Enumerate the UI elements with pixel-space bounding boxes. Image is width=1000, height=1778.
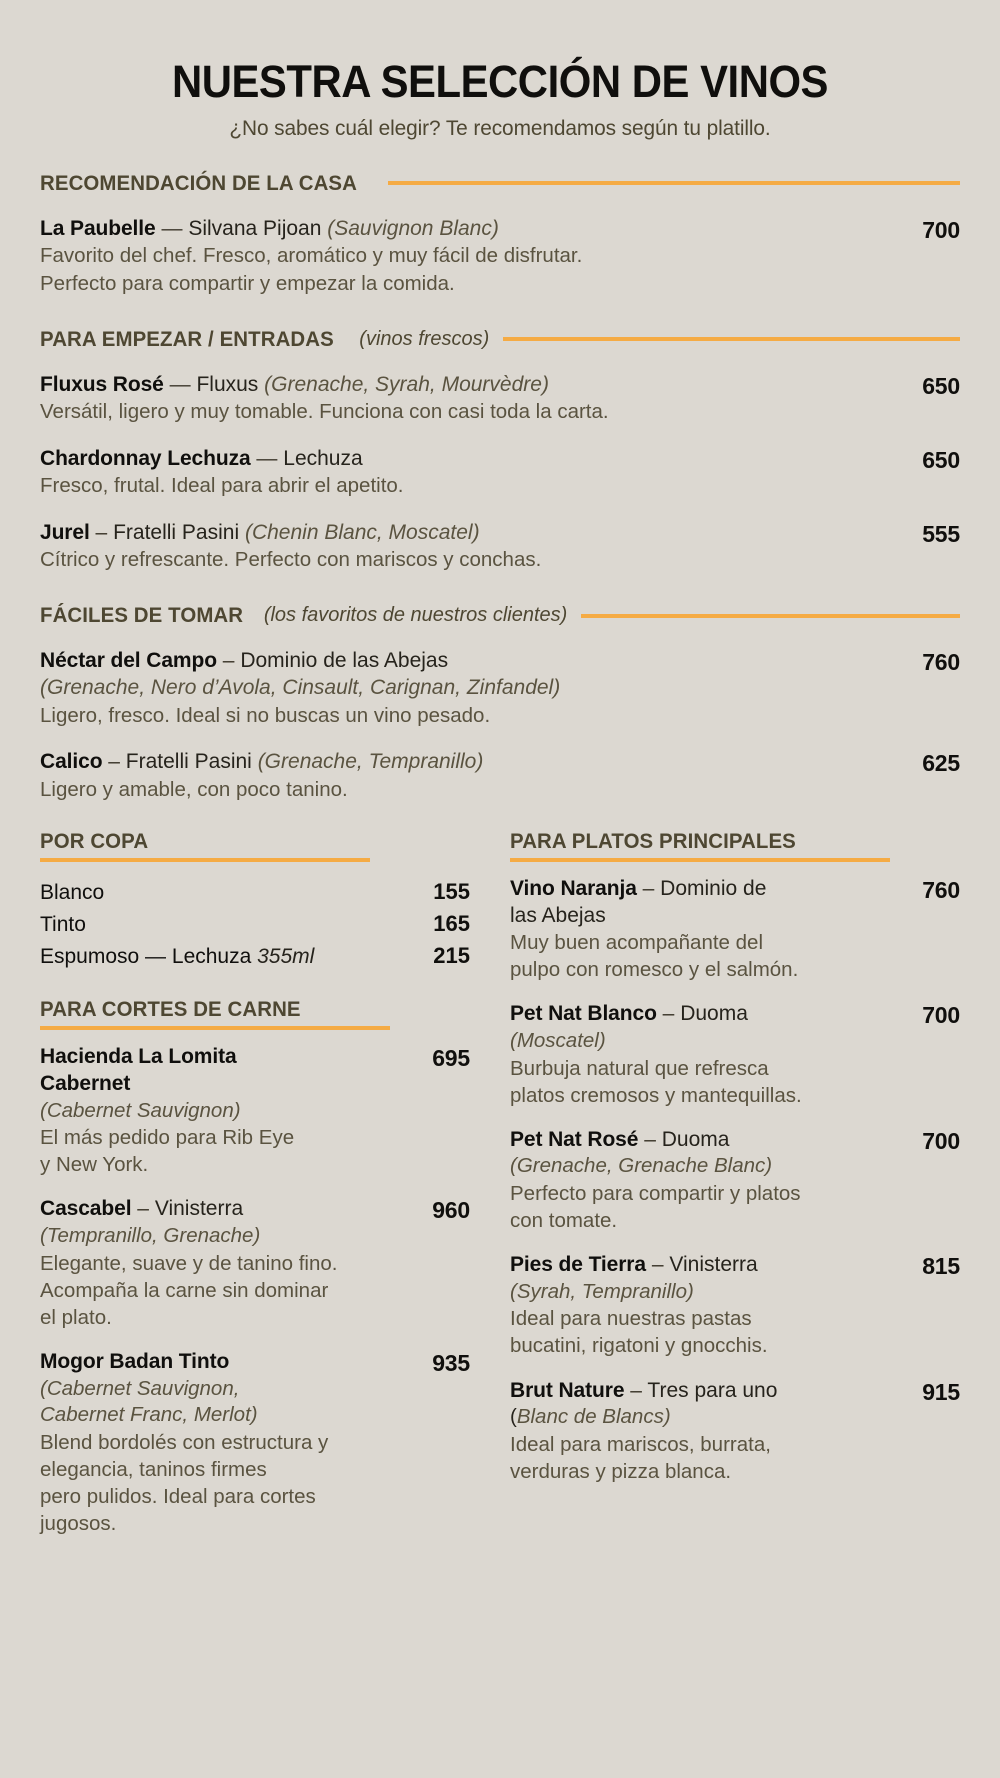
- wine-entry-body: [510, 1252, 906, 1359]
- wine-name: Néctar del Campo: [40, 649, 217, 673]
- wine-description-line: Elegante, suave y de tanino fino.: [40, 1251, 338, 1275]
- wine-entry: [40, 1196, 470, 1330]
- masthead: [40, 0, 960, 141]
- wine-price: 935: [432, 1349, 470, 1376]
- meat-wine-list: [40, 1044, 470, 1537]
- wine-producer: Tres para uno: [647, 1378, 778, 1402]
- wine-entry-body: [40, 648, 904, 729]
- wine-producer: Dominio de: [660, 876, 767, 900]
- section-heading: [40, 171, 960, 196]
- wine-price: 915: [922, 1378, 960, 1405]
- main-course-wine-list: [510, 876, 960, 1485]
- wine-entry: [510, 1378, 960, 1485]
- wine-description-line: El más pedido para Rib Eye: [40, 1126, 295, 1150]
- wine-price: 700: [922, 216, 960, 243]
- wine-price: 625: [922, 750, 960, 777]
- wine-producer: Duoma: [661, 1127, 730, 1151]
- wine-entry-body: [40, 520, 904, 574]
- glass-price: 165: [433, 910, 470, 936]
- wine-price: 815: [922, 1253, 960, 1280]
- wine-title-line: [510, 1252, 892, 1279]
- wine-name: Hacienda La Lomita: [40, 1045, 237, 1069]
- wine-entry: [40, 372, 960, 426]
- wine-description-line: Ideal para nuestras pastas: [510, 1307, 752, 1331]
- wine-description-line: bucatini, rigatoni y gnocchis.: [510, 1334, 768, 1358]
- wine-title-line: [40, 749, 880, 776]
- section-para-cortes-de-carne: [40, 997, 470, 1030]
- section-rule: [581, 614, 960, 618]
- wine-entry-body: [510, 876, 906, 983]
- glass-name: Espumoso — Lechuza 355ml: [40, 944, 315, 968]
- wine-dash: –: [95, 520, 108, 544]
- wine-name: Jurel: [40, 520, 90, 544]
- section-rule: [503, 337, 960, 341]
- wine-name: Mogor Badan Tinto: [40, 1349, 230, 1373]
- wine-title-line: [40, 648, 880, 675]
- wine-description-line: Muy buen acompañante del: [510, 931, 764, 955]
- wine-name: Pet Nat Blanco: [510, 1002, 657, 1026]
- two-column-region: [40, 829, 960, 1537]
- full-width-sections: [40, 171, 960, 803]
- section-heading-note: (vinos frescos): [359, 327, 490, 350]
- wine-producer: Dominio de las Abejas: [240, 649, 449, 673]
- wine-description-line: el plato.: [40, 1305, 112, 1329]
- wine-description-line: con tomate.: [510, 1209, 618, 1233]
- glass-name: Blanco: [40, 880, 105, 904]
- section-heading-label: RECOMENDACIÓN DE LA CASA: [40, 170, 357, 195]
- open-paren: (: [510, 1405, 517, 1429]
- wine-name: Pies de Tierra: [510, 1253, 646, 1277]
- wine-producer: Vinisterra: [154, 1197, 244, 1221]
- wine-producer: Lechuza: [283, 446, 363, 470]
- section-heading-label: PARA CORTES DE CARNE: [40, 997, 301, 1022]
- wine-dash: —: [169, 372, 191, 396]
- wine-producer: las Abejas: [510, 903, 606, 927]
- wine-grapes-line: (Cabernet Sauvignon): [40, 1098, 241, 1122]
- wine-description-line: Perfecto para compartir y platos: [510, 1182, 801, 1206]
- wine-grapes: (Sauvignon Blanc): [327, 216, 499, 240]
- wine-description-line: platos cremosos y mantequillas.: [510, 1083, 802, 1107]
- wine-dash: –: [222, 649, 235, 673]
- wine-name: Calico: [40, 750, 103, 774]
- page-title: NUESTRA SELECCIÓN DE VINOS: [171, 56, 829, 107]
- wine-description-line: Blend bordolés con estructura y: [40, 1430, 329, 1454]
- wine-price: 960: [432, 1197, 470, 1224]
- section-heading-label: PARA PLATOS PRINCIPALES: [510, 828, 796, 853]
- section-rule: [388, 181, 960, 185]
- wine-dash: —: [161, 216, 183, 240]
- section-rule: [40, 858, 370, 862]
- wine-description-line: Cítrico y refrescante. Perfecto con mariscos y conchas.: [40, 548, 542, 572]
- wine-entry-body: [40, 749, 904, 803]
- wine-title-line: [40, 372, 880, 399]
- wine-grapes: (Chenin Blanc, Moscatel): [244, 520, 480, 544]
- wine-entry-body: [510, 1001, 906, 1108]
- wine-price: 695: [432, 1045, 470, 1072]
- wine-name: Cabernet: [40, 1072, 131, 1096]
- wine-dash: –: [137, 1197, 149, 1221]
- section-para-platos-principales: [510, 829, 960, 862]
- section-heading: [40, 603, 960, 628]
- wine-title-line: [40, 1196, 402, 1223]
- section-por-copa: [40, 829, 470, 862]
- wine-entry: [40, 446, 960, 500]
- wine-price: 760: [922, 649, 960, 676]
- wine-title-line: [40, 520, 880, 547]
- wine-producer-line: [510, 903, 892, 930]
- wine-entry: [40, 1044, 470, 1178]
- wine-description-line: Fresco, frutal. Ideal para abrir el apetito.: [40, 474, 404, 498]
- section-heading-note: (los favoritos de nuestros clientes): [263, 604, 568, 627]
- glass-price-row: [40, 876, 470, 908]
- section-heading-label: FÁCILES DE TOMAR: [40, 603, 244, 628]
- wine-entry-body: [40, 1349, 416, 1537]
- wine-price: 700: [922, 1002, 960, 1029]
- wine-entry: [510, 1127, 960, 1234]
- wine-grapes-line: (Syrah, Tempranillo): [510, 1279, 694, 1303]
- wine-name: La Paubelle: [40, 216, 156, 240]
- wine-entry: [40, 749, 960, 803]
- wine-entry-body: [40, 372, 904, 426]
- wine-entry: [510, 1252, 960, 1359]
- wine-producer: Silvana Pijoan: [188, 216, 322, 240]
- wine-grapes-line: Cabernet Franc, Merlot): [40, 1403, 258, 1427]
- section-rule: [510, 858, 890, 862]
- wine-title-line: [510, 1127, 892, 1154]
- wine-description-line: Perfecto para compartir y empezar la comida.: [40, 271, 455, 295]
- wine-price: 650: [922, 372, 960, 399]
- glass-price: 155: [433, 878, 470, 904]
- glass-size: 355ml: [257, 944, 315, 968]
- wine-title-line: [40, 1349, 402, 1376]
- wine-entry: [40, 520, 960, 574]
- wine-entry-body: [40, 216, 904, 297]
- wine-grapes: (Grenache, Nero d’Avola, Cinsault, Carignan, Zinfandel): [40, 676, 561, 700]
- wine-title-line: [40, 216, 880, 243]
- glass-price: 215: [433, 942, 470, 968]
- wine-dash: –: [642, 876, 655, 900]
- wine-description-line: pulpo con romesco y el salmón.: [510, 958, 799, 982]
- wine-title-line: [510, 1001, 892, 1028]
- wine-entry-body: [40, 1196, 416, 1330]
- wine-price: 650: [922, 446, 960, 473]
- wine-description-line: Versátil, ligero y muy tomable. Funciona con casi toda la carta.: [40, 400, 609, 424]
- wine-producer: Duoma: [680, 1002, 748, 1026]
- wine-grapes-line: (Tempranillo, Grenache): [40, 1224, 261, 1248]
- glass-name: Tinto: [40, 912, 86, 936]
- wine-grapes-line: (Cabernet Sauvignon,: [40, 1376, 240, 1400]
- glass-price-row: [40, 908, 470, 940]
- wine-name: Fluxus Rosé: [40, 372, 164, 396]
- wine-title-line: [510, 1378, 892, 1405]
- wine-title-line: [40, 446, 880, 473]
- wine-entry: [40, 1349, 470, 1537]
- wine-entry: [510, 1001, 960, 1108]
- wine-description-line: Favorito del chef. Fresco, aromático y muy fácil de disfrutar.: [40, 244, 583, 268]
- section-heading: [40, 327, 960, 352]
- wine-grapes-line: (Moscatel): [510, 1029, 606, 1052]
- wine-entry-body: [40, 1044, 416, 1178]
- page-subtitle: ¿No sabes cuál elegir? Te recomendamos según tu platillo.: [229, 115, 771, 140]
- wine-title-line: [40, 1044, 402, 1071]
- wine-entry-body: [40, 446, 904, 500]
- wine-entry: [510, 876, 960, 983]
- wine-producer: Vinisterra: [669, 1253, 758, 1277]
- wine-name: Vino Naranja: [510, 876, 637, 900]
- wine-dash: –: [662, 1002, 675, 1026]
- wine-dash: –: [651, 1253, 664, 1277]
- wine-dash: –: [108, 750, 120, 774]
- section-rule: [40, 1026, 390, 1030]
- wine-description-line: verduras y pizza blanca.: [510, 1459, 732, 1483]
- wine-dash: –: [644, 1127, 656, 1151]
- wine-dash: –: [630, 1378, 642, 1402]
- wine-price: 700: [922, 1127, 960, 1154]
- wine-title-line: [40, 1071, 402, 1098]
- wine-producer: Fratelli Pasini: [113, 520, 240, 544]
- wine-description-line: Ideal para mariscos, burrata,: [510, 1432, 771, 1456]
- wine-producer: Fratelli Pasini: [125, 750, 252, 774]
- wine-dash: —: [256, 446, 278, 470]
- wine-grapes: (Grenache, Tempranillo): [257, 750, 484, 774]
- wine-price: 555: [922, 520, 960, 547]
- wine-entry: [40, 216, 960, 297]
- left-column: [40, 829, 470, 1537]
- wine-description-line: Ligero y amable, con poco tanino.: [40, 777, 348, 801]
- wine-grapes-line: [40, 675, 880, 702]
- wine-description-line: pero pulidos. Ideal para cortes: [40, 1484, 316, 1508]
- wine-entry-body: [510, 1127, 906, 1234]
- wine-description-line: y New York.: [40, 1153, 149, 1177]
- wine-description-line: elegancia, taninos firmes: [40, 1457, 267, 1481]
- wine-grapes-line: (Grenache, Grenache Blanc): [510, 1154, 773, 1178]
- wine-description-line: jugosos.: [40, 1511, 117, 1535]
- wine-description-line: Acompaña la carne sin dominar: [40, 1278, 329, 1302]
- wine-title-line: [510, 876, 892, 903]
- section-heading-label: POR COPA: [40, 828, 149, 853]
- wine-name: Pet Nat Rosé: [510, 1127, 639, 1151]
- wine-name: Brut Nature: [510, 1378, 625, 1402]
- glass-price-row: [40, 940, 470, 972]
- section-heading-label: PARA EMPEZAR / ENTRADAS: [40, 326, 334, 351]
- wine-grapes: (Grenache, Syrah, Mourvèdre): [264, 372, 549, 396]
- wine-description-line: Ligero, fresco. Ideal si no buscas un vino pesado.: [40, 703, 491, 727]
- wine-name: Chardonnay Lechuza: [40, 446, 251, 470]
- wine-grapes-line: (Blanc de Blancs): [510, 1405, 671, 1429]
- wine-entry: [40, 648, 960, 729]
- wine-entry-body: [510, 1378, 906, 1485]
- wine-name: Cascabel: [40, 1197, 132, 1221]
- glass-price-list: [40, 876, 470, 971]
- wine-description-line: Burbuja natural que refresca: [510, 1056, 769, 1080]
- wine-price: 760: [922, 876, 960, 903]
- wine-producer: Fluxus: [196, 372, 259, 396]
- right-column: [510, 829, 960, 1537]
